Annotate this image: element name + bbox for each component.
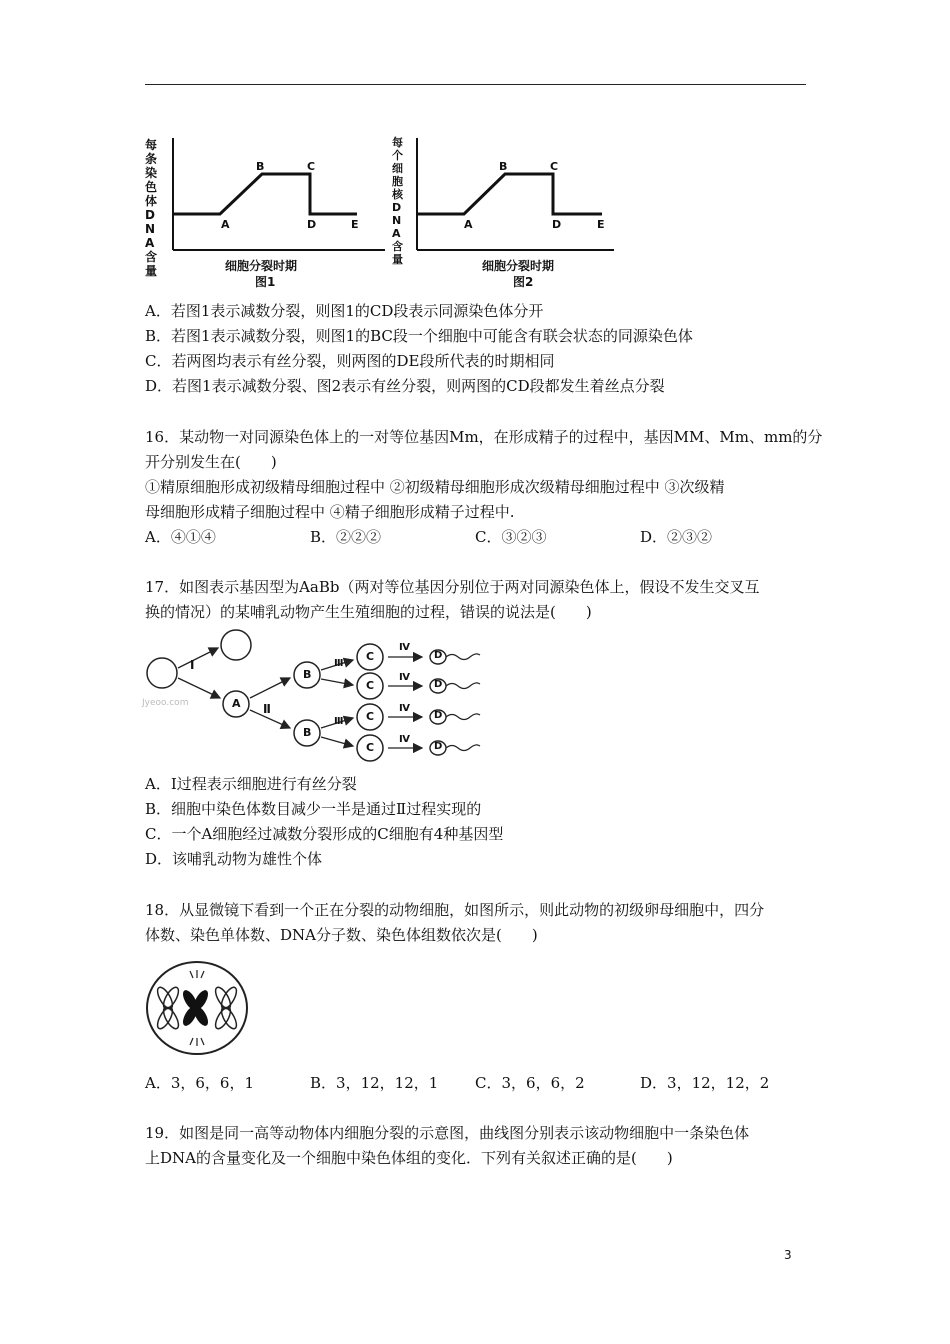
q17-cell-a-label: A [232,697,241,710]
q17-option-b: B．细胞中染色体数目减少一半是通过Ⅱ过程实现的 [145,800,482,818]
q18-option-c: C．3，6，6，2 [475,1074,585,1092]
q15-option-a: A．若图1表示减数分裂，则图1的CD段表示同源染色体分开 [145,302,544,320]
figure-2-point-d: D [552,218,562,231]
q17-cell-c-label-4: C [366,741,375,754]
q18-cell-diagram [143,958,251,1058]
q17-diagram [140,628,485,763]
q16-option-d: D．②③② [640,528,713,546]
figure-1 [145,130,390,290]
figure-1-caption: 图1 [255,275,276,289]
q17-cell-c-label-3: C [366,710,375,723]
q15-option-c: C．若两图均表示有丝分裂，则两图的DE段所代表的时期相同 [145,352,555,370]
figure-2 [392,130,622,290]
q17-cell-d-label-3: D [434,710,443,721]
figure-2-point-c: C [550,160,559,173]
figure-2-ylabel: 每个细胞核DNA含量 [392,136,403,266]
q18-stem-line1: 18．从显微镜下看到一个正在分裂的动物细胞，如图所示，则此动物的初级卵母细胞中，四分 [145,901,765,919]
figure-2-caption: 图2 [513,275,534,289]
q18-cell-svg [143,958,251,1058]
q17-step-4-label-2: Ⅳ [399,672,410,683]
q17-stem-line2: 换的情况）的某哺乳动物产生生殖细胞的过程，错误的说法是( ) [145,603,592,621]
q17-stem-line1: 17．如图表示基因型为AaBb（两对等位基因分别位于两对同源染色体上，假设不发生交叉互 [145,578,760,596]
q17-option-d: D．该哺乳动物为雄性个体 [145,850,323,868]
q17-cell-c-label-2: C [366,679,375,692]
q16-stem-line4: 母细胞形成精子细胞过程中 ④精子细胞形成精子过程中. [145,503,515,521]
q15-option-d: D．若图1表示减数分裂、图2表示有丝分裂，则两图的CD段都发生着丝点分裂 [145,377,665,395]
q17-step-4-label-3: Ⅳ [399,703,410,714]
q16-option-c: C．③②③ [475,528,547,546]
figure-1-point-a: A [221,218,230,231]
q17-step-3-label-1: Ⅲ [334,658,344,669]
figure-1-ylabel: 每条染色体DNA含量 [145,138,158,278]
q19-stem-line2: 上DNA的含量变化及一个细胞中染色体组的变化．下列有关叙述正确的是( ) [145,1149,673,1167]
figure-1-point-d: D [307,218,317,231]
figure-1-point-b: B [256,160,265,173]
q16-option-b: B．②②② [310,528,382,546]
q18-option-b: B．3，12，12，1 [310,1074,439,1092]
q17-cell-c-label-1: C [366,650,375,663]
q17-step-2-label: Ⅱ [263,702,271,716]
q17-watermark: Jyeoo.com [142,698,189,708]
q19-stem-line1: 19．如图是同一高等动物体内细胞分裂的示意图，曲线图分别表示该动物细胞中一条染色体 [145,1124,750,1142]
figure-2-xlabel: 细胞分裂时期 [482,259,555,273]
q17-cell-b-label-2: B [303,726,312,739]
q17-cell-d-label-2: D [434,679,443,690]
q17-step-4-label-1: Ⅳ [399,642,410,653]
q16-option-a: A．④①④ [145,528,216,546]
q17-step-1-label: Ⅰ [190,658,195,672]
figure-2-point-b: B [499,160,508,173]
q18-stem-line2: 体数、染色单体数、DNA分子数、染色体组数依次是( ) [145,926,538,944]
q17-step-3-label-2: Ⅲ [334,716,344,727]
q17-cell-b-label-1: B [303,668,312,681]
q16-stem-line1: 16．某动物一对同源染色体上的一对等位基因Mm，在形成精子的过程中，基因MM、Mm、mm的分 [145,428,823,446]
page-number: 3 [784,1248,792,1262]
q17-cell-d-label-1: D [434,650,443,661]
q16-stem-line2: 开分别发生在( ) [145,453,277,471]
q17-option-a: A．Ⅰ过程表示细胞进行有丝分裂 [145,775,357,793]
q17-step-4-label-4: Ⅳ [399,734,410,745]
q18-option-a: A．3，6，6，1 [145,1074,255,1092]
q18-option-d: D．3，12，12，2 [640,1074,770,1092]
figure-2-point-a: A [464,218,473,231]
q15-option-b: B．若图1表示减数分裂，则图1的BC段一个细胞中可能含有联会状态的同源染色体 [145,327,693,345]
figure-1-point-c: C [307,160,316,173]
q16-stem-line3: ①精原细胞形成初级精母细胞过程中 ②初级精母细胞形成次级精母细胞过程中 ③次级精 [145,478,725,496]
q17-cell-d-label-4: D [434,741,443,752]
figure-1-xlabel: 细胞分裂时期 [225,259,298,273]
header-rule [145,84,806,85]
figure-1-point-e: E [351,218,359,231]
figure-2-point-e: E [597,218,605,231]
q17-option-c: C．一个A细胞经过减数分裂形成的C细胞有4种基因型 [145,825,504,843]
